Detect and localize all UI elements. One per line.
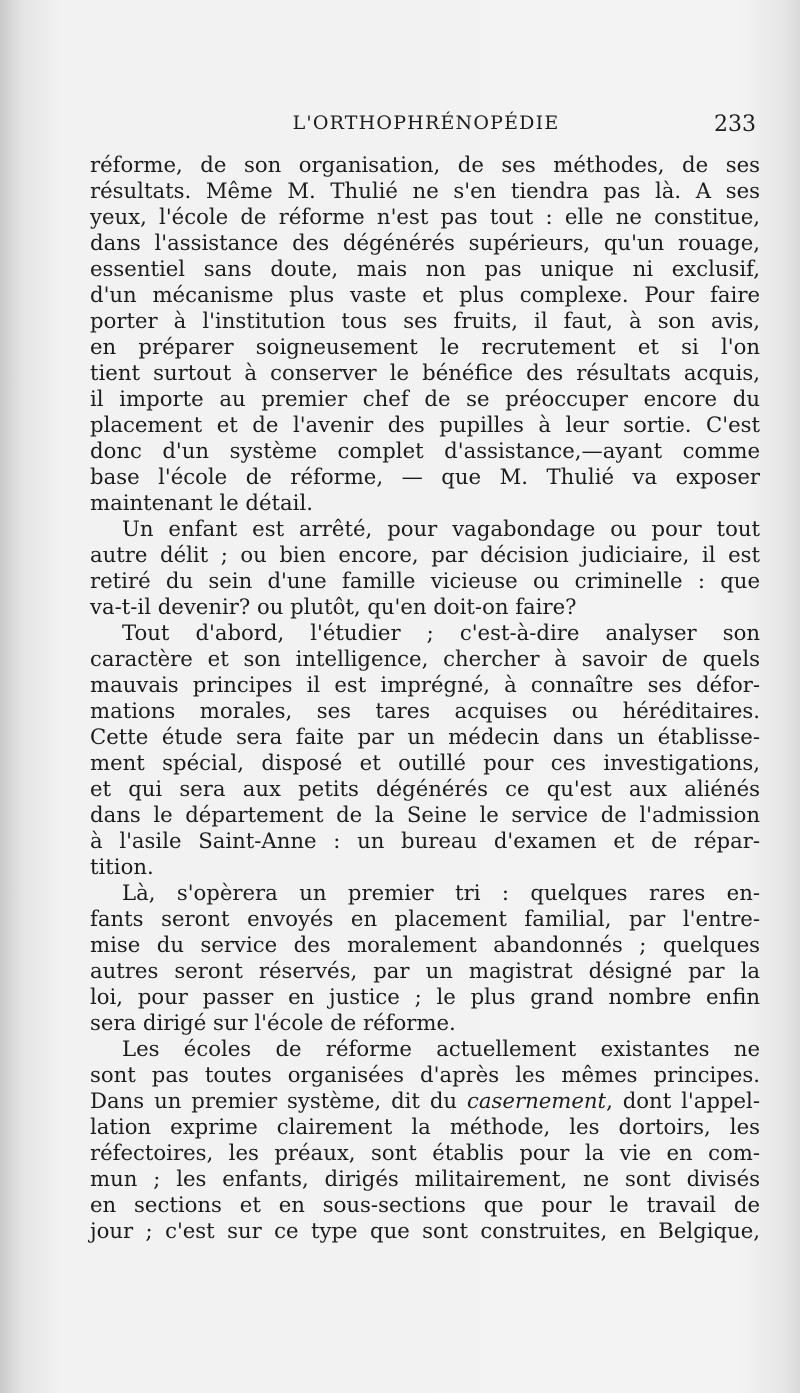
text-line: sera dirigé sur l'école de réforme. [90, 1010, 456, 1035]
text-line: d'un mécanisme plus vaste et plus complexe. Pour faire [90, 282, 760, 307]
text-line: placement et de l'avenir des pupilles à leur sortie. C'est [90, 412, 760, 437]
text-line: Cette étude sera faite par un médecin dans un établisse- [90, 724, 760, 749]
text-line: autre délit ; ou bien encore, par décision judiciaire, il est [90, 542, 760, 567]
text-line: en préparer soigneusement le recrutement et si l'on [90, 334, 760, 359]
text-line: ment spécial, disposé et outillé pour ces investigations, [90, 750, 760, 775]
body-text [90, 152, 760, 1244]
text-line: il importe au premier chef de se préoccuper encore du [90, 386, 760, 411]
text-line: va-t-il devenir? ou plutôt, qu'en doit-on faire? [90, 594, 577, 619]
text-line: mun ; les enfants, dirigés militairement, ne sont divisés [90, 1166, 760, 1191]
text-line: loi, pour passer en justice ; le plus grand nombre enfin [90, 984, 760, 1009]
text-line: dans l'assistance des dégénérés supérieurs, qu'un rouage, [90, 230, 760, 255]
text-line: autres seront réservés, par un magistrat désigné par la [90, 958, 760, 983]
text-line: retiré du sein d'une famille vicieuse ou criminelle : que [90, 568, 760, 593]
text-line: résultats. Même M. Thulié ne s'en tiendra pas là. A ses [90, 178, 760, 203]
text-line: fants seront envoyés en placement familial, par l'entre- [90, 906, 760, 931]
text-line: réforme, de son organisation, de ses méthodes, de ses [90, 152, 760, 177]
running-title: L'ORTHOPHRÉNOPÉDIE [292, 112, 560, 134]
text-line: mise du service des moralement abandonnés ; quelques [90, 932, 760, 957]
text-line: réfectoires, les préaux, sont établis pour la vie en com- [90, 1140, 760, 1165]
text-line: lation exprime clairement la méthode, les dortoirs, les [90, 1114, 760, 1139]
text-line: Là, s'opèrera un premier tri : quelques rares en- [122, 880, 760, 905]
text-line: porter à l'institution tous ses fruits, il faut, à son avis, [90, 308, 760, 333]
text-span: Dans un premier système, dit du [90, 1088, 458, 1113]
text-line [90, 1088, 760, 1114]
text-line: base l'école de réforme, — que M. Thulié va exposer [90, 464, 760, 489]
text-line: et qui sera aux petits dégénérés ce qu'est aux aliénés [90, 776, 760, 801]
text-line: caractère et son intelligence, chercher à savoir de quels [90, 646, 760, 671]
running-head [92, 112, 760, 148]
text-line: yeux, l'école de réforme n'est pas tout : elle ne constitue, [90, 204, 760, 229]
text-line: mations morales, ses tares acquises ou héréditaires. [90, 698, 760, 723]
text-span: , dont l'appel- [606, 1088, 760, 1113]
text-line: donc d'un système complet d'assistance,—ayant comme [90, 438, 760, 463]
text-line: Un enfant est arrêté, pour vagabondage ou pour tout [122, 516, 760, 541]
page-number: 233 [714, 112, 756, 137]
text-line: tient surtout à conserver le bénéfice des résultats acquis, [90, 360, 760, 385]
text-line: Les écoles de réforme actuellement existantes ne [122, 1036, 760, 1061]
text-line: maintenant le détail. [90, 490, 313, 515]
text-line: Tout d'abord, l'étudier ; c'est-à-dire analyser son [122, 620, 760, 645]
text-line: à l'asile Saint-Anne : un bureau d'examen et de répar- [90, 828, 760, 853]
text-line: sont pas toutes organisées d'après les mêmes principes. [90, 1062, 760, 1087]
italic-term: casernement [467, 1088, 607, 1113]
text-line: dans le département de la Seine le service de l'admission [90, 802, 760, 827]
text-line: tition. [90, 854, 154, 879]
text-line: mauvais principes il est imprégné, à connaître ses défor- [90, 672, 760, 697]
text-line: jour ; c'est sur ce type que sont construites, en Belgique, [90, 1218, 760, 1243]
text-line: en sections et en sous-sections que pour le travail de [90, 1192, 760, 1217]
text-line: essentiel sans doute, mais non pas unique ni exclusif, [90, 256, 760, 281]
